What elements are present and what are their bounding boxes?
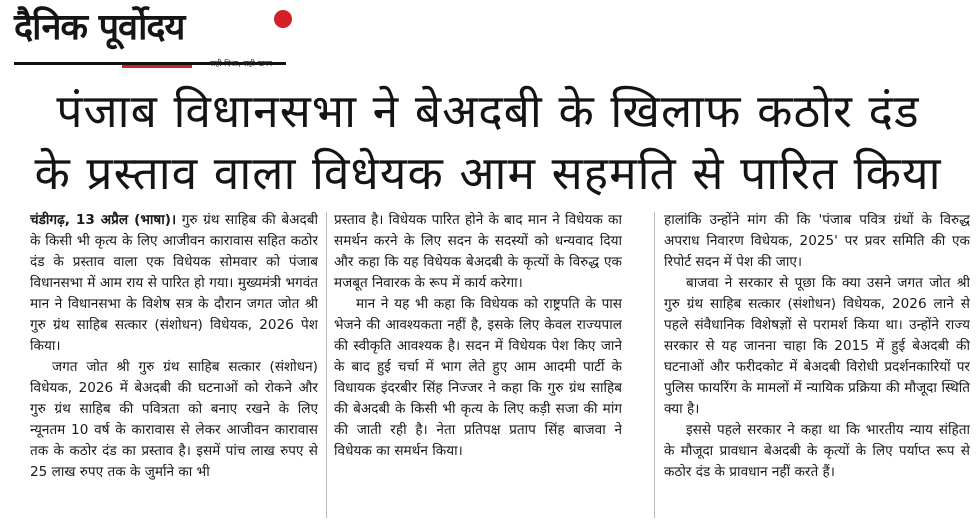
article-column-2 xyxy=(334,210,622,522)
paragraph-text: गुरु ग्रंथ साहिब की बेअदबी के किसी भी कृत्य के लिए आजीवन कारावास सहित कठोर दंड के प्रस्ताव वाला एक विधेयक सोमवार को पंजाब विधानसभा में आम राय से पारित हो गया। मुख्यमंत्री भगवंत मान ने विधानसभा के विशेष सत्र के दौरान जगत जोत श्री गुरु ग्रंथ साहिब सत्कार (संशोधन) विधेयक, 2026 पेश किया। xyxy=(30,212,318,354)
dateline: चंडीगढ़, 13 अप्रैल (भाषा)। xyxy=(30,212,177,228)
newspaper-logo: दैनिक पूर्वोदय xyxy=(14,7,185,48)
article-column-3 xyxy=(664,210,970,522)
article-paragraph: बाजवा ने सरकार से पूछा कि क्या उसने जगत जोत श्री गुरु ग्रंथ साहिब सत्कार (संशोधन) विधेयक, 2026 लाने से पहले संवैधानिक विशेषज्ञों से परामर्श किया था। उन्होंने राज्य सरकार से यह जानना चाहा कि 2015 में हुई बेअदबी की घटनाओं और फरीदकोट में बेअदबी विरोधी प्रदर्शनकारियों पर पुलिस फायरिंग के मामलों में न्यायिक प्रक्रिया की मौजूदा स्थिति क्या है। xyxy=(664,275,970,417)
article-paragraph xyxy=(30,210,318,357)
article-body xyxy=(30,210,974,522)
headline-line-2: के प्रस्ताव वाला विधेयक आम सहमति से पारित किया xyxy=(34,146,942,200)
article-column-1 xyxy=(30,210,318,522)
masthead-tagline: सही दिशा, सही खबर xyxy=(210,59,272,68)
article-paragraph: प्रस्ताव है। विधेयक पारित होने के बाद मान ने विधेयक का समर्थन करने के लिए सदन के सदस्यों को धन्यवाद दिया और कहा कि यह विधेयक बेअदबी के कृत्यों के विरुद्ध एक मजबूत निवारक के रूप में कार्य करेगा। xyxy=(334,212,622,291)
masthead xyxy=(14,8,304,74)
headline xyxy=(0,80,976,204)
article-paragraph: जगत जोत श्री गुरु ग्रंथ साहिब सत्कार (संशोधन) विधेयक, 2026 में बेअदबी की घटनाओं को रोकने और गुरु ग्रंथ साहिब की पवित्रता को बनाए रखने के लिए न्यूनतम 10 वर्ष के कारावास से लेकर आजीवन कारावास तक के कठोर दंड का प्रस्ताव है। इसमें पांच लाख रुपए से 25 लाख रुपए तक के जुर्माने का भी xyxy=(30,359,318,480)
article-paragraph: इससे पहले सरकार ने कहा था कि भारतीय न्याय संहिता के मौजूदा प्रावधान बेअदबी के कृत्यों के लिए पर्याप्त रूप से कठोर दंड के प्रावधान नहीं करते हैं। xyxy=(664,422,970,480)
article-paragraph: हालांकि उन्होंने मांग की कि 'पंजाब पवित्र ग्रंथों के विरुद्ध अपराध निवारण विधेयक, 2025' पर प्रवर समिति की एक रिपोर्ट सदन में पेश की जाए। xyxy=(664,212,970,270)
headline-line-1: पंजाब विधानसभा ने बेअदबी के खिलाफ कठोर दंड xyxy=(56,84,920,138)
masthead-accent-rule xyxy=(122,65,192,68)
article-paragraph: मान ने यह भी कहा कि विधेयक को राष्ट्रपति के पास भेजने की आवश्यकता नहीं है, इसके लिए केवल राज्यपाल की स्वीकृति आवश्यक है। सदन में विधेयक पेश किए जाने के बाद हुई चर्चा में भाग लेते हुए आम आदमी पार्टी के विधायक इंदरबीर सिंह निज्जर ने कहा कि गुरु ग्रंथ साहिब की बेअदबी के किसी भी कृत्य के लिए कड़ी सजा की मांग की जाती रही है। नेता प्रतिपक्ष प्रताप सिंह बाजवा ने विधेयक का समर्थन किया। xyxy=(334,296,622,459)
logo-dot-icon xyxy=(274,10,292,28)
